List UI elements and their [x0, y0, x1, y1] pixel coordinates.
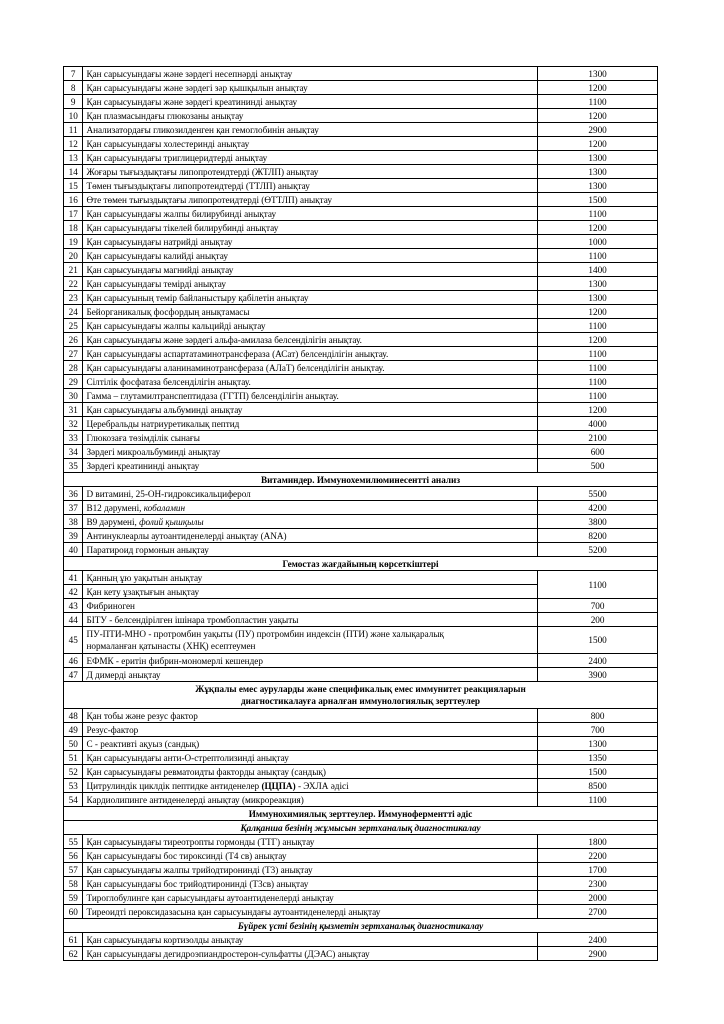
- row-number: 53: [64, 779, 83, 793]
- service-name: Қан сарысуындағы дегидроэпиандростерон-сульфатты (ДЭАС) анықтау: [83, 947, 538, 961]
- row-number: 39: [64, 529, 83, 543]
- table-row: [64, 668, 658, 682]
- service-price: 1300: [538, 179, 658, 193]
- service-price: 1100: [538, 793, 658, 807]
- service-name-italic: кобаламин: [143, 502, 186, 513]
- row-number: 9: [64, 95, 83, 109]
- row-number: 57: [64, 863, 83, 877]
- service-name-line: ПУ-ПТИ-МНО - протромбин уақыты (ПУ) протромбин индексін (ПТИ) және халықаралық: [86, 629, 444, 639]
- table-row: [64, 333, 658, 347]
- service-price: 1000: [538, 235, 658, 249]
- table-row: [64, 249, 658, 263]
- service-price: 2200: [538, 849, 658, 863]
- service-price: 2900: [538, 947, 658, 961]
- service-name: [83, 515, 538, 529]
- row-number: 29: [64, 375, 83, 389]
- row-number: 41: [64, 571, 83, 585]
- service-price: 2400: [538, 654, 658, 668]
- service-name: Қан плазмасындағы глюкозаны анықтау: [83, 109, 538, 123]
- service-price: 1700: [538, 863, 658, 877]
- table-row: [64, 361, 658, 375]
- service-name: Қан сарысуындағы және зәрдегі зәр қышқылын анықтау: [83, 81, 538, 95]
- service-price: 1300: [538, 277, 658, 291]
- service-name: Зәрдегі креатининді анықтау: [83, 459, 538, 473]
- row-number: 31: [64, 403, 83, 417]
- table-row: [64, 863, 658, 877]
- table-row: [64, 627, 658, 654]
- table-row: [64, 891, 658, 905]
- service-name: Фибриноген: [83, 599, 538, 613]
- service-name: Қан сарысуындағы бос тироксинді (Т4 св) анықтау: [83, 849, 538, 863]
- subsection-title-adrenal: Бүйрек үсті безінің қызметін зертханалық диагностикалау: [64, 919, 658, 933]
- service-price: 1300: [538, 737, 658, 751]
- row-number: 37: [64, 501, 83, 515]
- row-number: 50: [64, 737, 83, 751]
- row-number: 51: [64, 751, 83, 765]
- row-number: 8: [64, 81, 83, 95]
- table-row: [64, 613, 658, 627]
- table-row: [64, 193, 658, 207]
- row-number: 49: [64, 723, 83, 737]
- service-price: 1100: [538, 571, 658, 599]
- service-price: 1500: [538, 765, 658, 779]
- table-row: [64, 375, 658, 389]
- row-number: 61: [64, 933, 83, 947]
- service-name: Төмен тығыздықтағы липопротеидтерді (ТТЛП) анықтау: [83, 179, 538, 193]
- table-row: [64, 515, 658, 529]
- service-name: [83, 627, 538, 654]
- row-number: 25: [64, 319, 83, 333]
- row-number: 45: [64, 627, 83, 654]
- table-row: [64, 81, 658, 95]
- service-price: 1200: [538, 333, 658, 347]
- row-number: 18: [64, 221, 83, 235]
- service-price: 2000: [538, 891, 658, 905]
- row-number: 7: [64, 67, 83, 81]
- service-price: 700: [538, 723, 658, 737]
- service-price: 4200: [538, 501, 658, 515]
- table-row: [64, 123, 658, 137]
- section-title-line: диагностикалауға арналған иммунологиялық зерттеулер: [240, 696, 481, 706]
- service-price: 1300: [538, 67, 658, 81]
- service-price: 3900: [538, 668, 658, 682]
- table-row: [64, 277, 658, 291]
- section-header-row: [64, 473, 658, 487]
- service-name: Антинуклеарлы аутоантиденелерді анықтау (ANA): [83, 529, 538, 543]
- subsection-header-row: [64, 919, 658, 933]
- row-number: 58: [64, 877, 83, 891]
- row-number: 30: [64, 389, 83, 403]
- service-name: Қан сарысуындағы калийді анықтау: [83, 249, 538, 263]
- table-row: [64, 933, 658, 947]
- service-name: БІТУ - белсендірілген ішінара тромбопластин уақыты: [83, 613, 538, 627]
- row-number: 15: [64, 179, 83, 193]
- service-price: 8200: [538, 529, 658, 543]
- service-price: 5200: [538, 543, 658, 557]
- row-number: 46: [64, 654, 83, 668]
- service-name: Қан сарысуындағы кортизолды анықтау: [83, 933, 538, 947]
- row-number: 52: [64, 765, 83, 779]
- service-name: [83, 501, 538, 515]
- service-price: 1100: [538, 95, 658, 109]
- row-number: 33: [64, 431, 83, 445]
- service-name-italic: фолий қышқылы: [139, 516, 204, 527]
- table-row: [64, 779, 658, 793]
- row-number: 32: [64, 417, 83, 431]
- service-price: 1300: [538, 151, 658, 165]
- service-price: 2700: [538, 905, 658, 919]
- service-price: 2400: [538, 933, 658, 947]
- row-number: 59: [64, 891, 83, 905]
- service-name: Қан сарысуындағы магнийді анықтау: [83, 263, 538, 277]
- table-row: [64, 165, 658, 179]
- service-price: 1200: [538, 137, 658, 151]
- table-row: [64, 877, 658, 891]
- table-row: [64, 263, 658, 277]
- row-number: 60: [64, 905, 83, 919]
- service-price: 1100: [538, 249, 658, 263]
- service-name-line: нормаланған қатынасты (ХНҚ) есептеумен: [86, 641, 256, 651]
- table-row: [64, 137, 658, 151]
- row-number: 14: [64, 165, 83, 179]
- service-price: 5500: [538, 487, 658, 501]
- service-name: Қан сарысуындағы триглицеридтерді анықтау: [83, 151, 538, 165]
- row-number: 40: [64, 543, 83, 557]
- section-header-row: [64, 807, 658, 821]
- service-name: Паратироид гормонын анықтау: [83, 543, 538, 557]
- table-row: [64, 403, 658, 417]
- row-number: 36: [64, 487, 83, 501]
- service-price: 1500: [538, 193, 658, 207]
- section-header-row: [64, 682, 658, 709]
- service-name: Қан сарысуындағы жалпы билирубинді анықтау: [83, 207, 538, 221]
- service-name: D витамині, 25-ОН-гидроксикальциферол: [83, 487, 538, 501]
- table-row: [64, 793, 658, 807]
- table-row: [64, 849, 658, 863]
- section-title-ifa: Иммунохимиялық зерттеулер. Иммуноферментті әдіс: [64, 807, 658, 821]
- service-name: Қан сарысуындағы анти-О-стрептолизинді анықтау: [83, 751, 538, 765]
- service-name: Резус-фактор: [83, 723, 538, 737]
- service-price: 800: [538, 709, 658, 723]
- row-number: 48: [64, 709, 83, 723]
- table-row: [64, 947, 658, 961]
- service-name: Бейорганикалық фосфордың анықтамасы: [83, 305, 538, 319]
- table-row: [64, 221, 658, 235]
- row-number: 54: [64, 793, 83, 807]
- service-name-part: B12 дәрумені,: [86, 502, 144, 513]
- service-price: 2100: [538, 431, 658, 445]
- service-price: 600: [538, 445, 658, 459]
- table-row: [64, 109, 658, 123]
- section-title-line: Жұқпалы емес ауруларды және спецификалық емес иммунитет реакцияларын: [195, 684, 526, 694]
- service-price: 700: [538, 599, 658, 613]
- service-name: [83, 779, 538, 793]
- row-number: 12: [64, 137, 83, 151]
- service-name: Қан сарысуындағы бос трийодтиронинді (Т3св) анықтау: [83, 877, 538, 891]
- service-name: Қан тобы және резус фактор: [83, 709, 538, 723]
- table-row: [64, 445, 658, 459]
- section-title-immunology: [64, 682, 658, 709]
- service-name: Сілтілік фосфатаза белсенділігін анықтау.: [83, 375, 538, 389]
- service-name: Қан сарысуындағы жалпы кальцийді анықтау: [83, 319, 538, 333]
- service-name: Қан сарысуындағы тікелей билирубинді анықтау: [83, 221, 538, 235]
- table-row: [64, 431, 658, 445]
- service-price: 1100: [538, 207, 658, 221]
- service-price: 1300: [538, 291, 658, 305]
- service-name-part: Цитрулиндік циклдік пептидке антиденелер: [86, 780, 262, 791]
- table-row: [64, 67, 658, 81]
- service-name: Қан сарысуындағы және зәрдегі несепнәрді анықтау: [83, 67, 538, 81]
- service-name: Қан сарысуындағы аланинаминотрансфераза (АЛаТ) белсенділігін анықтау.: [83, 361, 538, 375]
- row-number: 24: [64, 305, 83, 319]
- table-row: [64, 179, 658, 193]
- service-name: Қан сарысуындағы және зәрдегі альфа-амилаза белсенділігін анықтау.: [83, 333, 538, 347]
- service-name: Анализатордағы гликозилденген қан гемоглобинін анықтау: [83, 123, 538, 137]
- service-price: 1300: [538, 165, 658, 179]
- service-name: Кардиолипинге антиденелерді анықтау (микрореакция): [83, 793, 538, 807]
- table-row: [64, 543, 658, 557]
- table-row: [64, 235, 658, 249]
- row-number: 11: [64, 123, 83, 137]
- row-number: 16: [64, 193, 83, 207]
- table-row: [64, 571, 658, 585]
- service-name: Қан сарысуындағы аспартатаминотрансфераза (АСат) белсенділігін анықтау.: [83, 347, 538, 361]
- table-row: [64, 291, 658, 305]
- table-row: [64, 723, 658, 737]
- service-price: 1100: [538, 361, 658, 375]
- table-row: [64, 319, 658, 333]
- row-number: 44: [64, 613, 83, 627]
- service-price: 1100: [538, 347, 658, 361]
- service-name-bold: (ЦЦПА): [261, 780, 296, 791]
- service-price: 1800: [538, 835, 658, 849]
- service-price: 1100: [538, 389, 658, 403]
- row-number: 26: [64, 333, 83, 347]
- service-name: Тироглобулинге қан сарысуындағы аутоантиденелерді анықтау: [83, 891, 538, 905]
- service-price: 1200: [538, 81, 658, 95]
- service-name: Қан кету ұзақтығын анықтау: [83, 585, 538, 599]
- service-name: С - реактивті ақуыз (сандық): [83, 737, 538, 751]
- row-number: 28: [64, 361, 83, 375]
- row-number: 56: [64, 849, 83, 863]
- service-price: 1200: [538, 221, 658, 235]
- table-row: [64, 389, 658, 403]
- service-name: Қан сарысуындағы тиреотропты гормонды (ТТГ) анықтау: [83, 835, 538, 849]
- table-row: [64, 835, 658, 849]
- table-row: [64, 207, 658, 221]
- row-number: 21: [64, 263, 83, 277]
- table-row: [64, 305, 658, 319]
- service-name: Тиреоидті пероксидазасына қан сарысуындағы аутоантиденелерді анықтау: [83, 905, 538, 919]
- table-row: [64, 751, 658, 765]
- section-header-row: [64, 557, 658, 571]
- table-row: [64, 599, 658, 613]
- table-row: [64, 737, 658, 751]
- service-name: Қан сарысуындағы натрийді анықтау: [83, 235, 538, 249]
- service-price: 200: [538, 613, 658, 627]
- row-number: 23: [64, 291, 83, 305]
- service-name: Қан сарысуындағы жалпы трийодтиронинді (Т3) анықтау: [83, 863, 538, 877]
- service-price: 500: [538, 459, 658, 473]
- subsection-title-thyroid: Қалқанша безінің жұмысын зертханалық диагностикалау: [64, 821, 658, 835]
- service-name: Қан сарысуындағы альбуминді анықтау: [83, 403, 538, 417]
- service-name: Қан сарысуындағы холестеринді анықтау: [83, 137, 538, 151]
- section-title-hemostasis: Гемостаз жағдайының көрсеткіштері: [64, 557, 658, 571]
- table-row: [64, 487, 658, 501]
- table-row: [64, 905, 658, 919]
- service-name: ЕФМК - еритін фибрин-мономерлі кешендер: [83, 654, 538, 668]
- row-number: 47: [64, 668, 83, 682]
- row-number: 20: [64, 249, 83, 263]
- row-number: 10: [64, 109, 83, 123]
- service-name: Глюкозаға төзімділік сынағы: [83, 431, 538, 445]
- service-price: 8500: [538, 779, 658, 793]
- table-row: [64, 501, 658, 515]
- service-price: 1400: [538, 263, 658, 277]
- row-number: 55: [64, 835, 83, 849]
- service-name: Жоғары тығыздықтағы липопротеидтерді (ЖТЛП) анықтау: [83, 165, 538, 179]
- table-row: [64, 151, 658, 165]
- service-price: 4000: [538, 417, 658, 431]
- row-number: 62: [64, 947, 83, 961]
- service-price: 3800: [538, 515, 658, 529]
- service-name: Қанның ұю уақытын анықтау: [83, 571, 538, 585]
- table-row: [64, 95, 658, 109]
- table-row: [64, 347, 658, 361]
- row-number: 19: [64, 235, 83, 249]
- row-number: 13: [64, 151, 83, 165]
- section-title-vitamins: Витаминдер. Иммунохемилюминесентті анализ: [64, 473, 658, 487]
- service-price: 1350: [538, 751, 658, 765]
- service-name-part: - ЭХЛА әдісі: [295, 780, 349, 791]
- service-name: Қан сарысуының темір байланыстыру қабілетін анықтау: [83, 291, 538, 305]
- service-name: Д димерді анықтау: [83, 668, 538, 682]
- row-number: 35: [64, 459, 83, 473]
- service-price: 1200: [538, 109, 658, 123]
- table-row: [64, 529, 658, 543]
- service-price: 2900: [538, 123, 658, 137]
- row-number: 27: [64, 347, 83, 361]
- service-name: Қан сарысуындағы ревматоидты факторды анықтау (сандық): [83, 765, 538, 779]
- service-name: Қан сарысуындағы және зәрдегі креатининді анықтау: [83, 95, 538, 109]
- row-number: 42: [64, 585, 83, 599]
- service-name: Қан сарысуындағы темірді анықтау: [83, 277, 538, 291]
- subsection-header-row: [64, 821, 658, 835]
- table-row: [64, 459, 658, 473]
- row-number: 17: [64, 207, 83, 221]
- price-list-table: [63, 66, 658, 961]
- service-name: Зәрдегі микроальбуминді анықтау: [83, 445, 538, 459]
- service-price: 1100: [538, 375, 658, 389]
- row-number: 22: [64, 277, 83, 291]
- service-price: 1200: [538, 305, 658, 319]
- service-price: 1200: [538, 403, 658, 417]
- table-row: [64, 765, 658, 779]
- service-name: Гамма – глутамилтранспептидаза (ГГТП) белсенділігін анықтау.: [83, 389, 538, 403]
- service-price: 1500: [538, 627, 658, 654]
- service-name-part: B9 дәрумені,: [86, 516, 140, 527]
- service-name: Церебральды натриуретикалық пептид: [83, 417, 538, 431]
- row-number: 38: [64, 515, 83, 529]
- service-price: 2300: [538, 877, 658, 891]
- table-row: [64, 654, 658, 668]
- service-name: Өте төмен тығыздықтағы липопротеидтерді (ӨТТЛП) анықтау: [83, 193, 538, 207]
- row-number: 34: [64, 445, 83, 459]
- row-number: 43: [64, 599, 83, 613]
- table-row: [64, 709, 658, 723]
- table-row: [64, 417, 658, 431]
- service-price: 1100: [538, 319, 658, 333]
